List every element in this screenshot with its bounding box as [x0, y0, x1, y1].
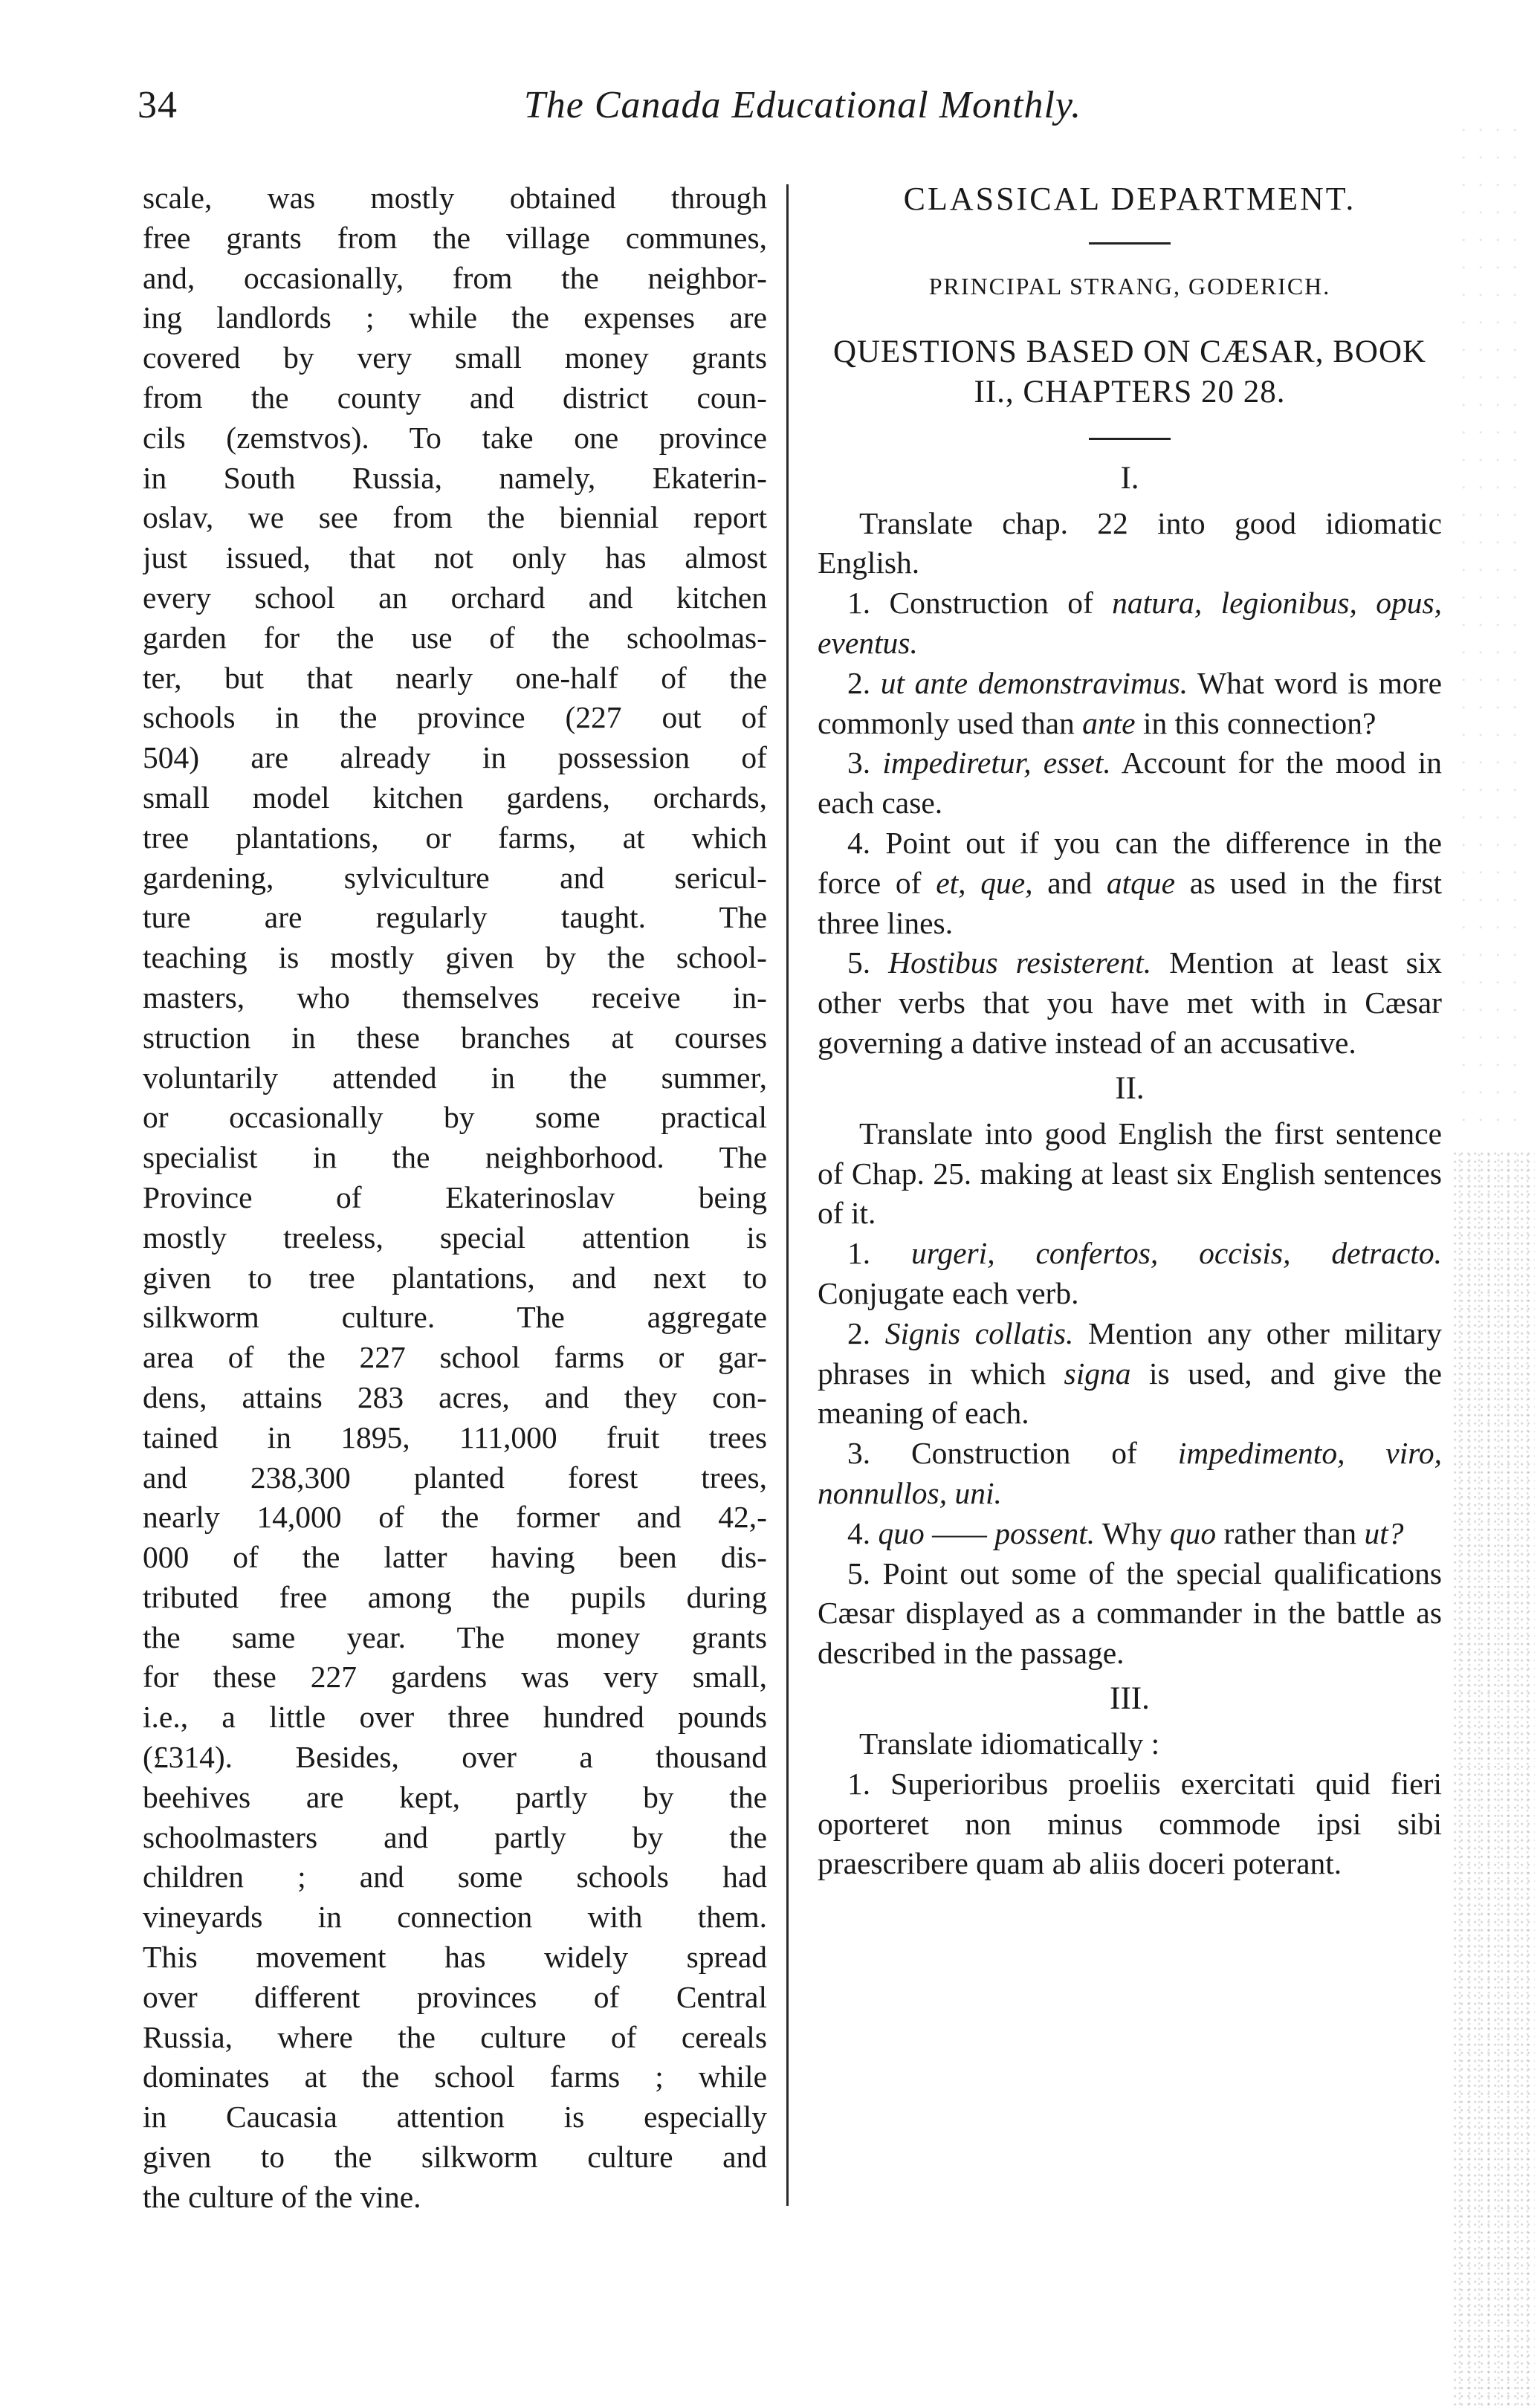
question-text: 4.	[847, 1515, 871, 1550]
byline: PRINCIPAL STRANG, GODERICH.	[928, 273, 1331, 300]
latin-phrase: impedimento, viro, nonnullos, uni.	[818, 1436, 1442, 1510]
latin-phrase: impediretur, esset.	[882, 745, 1111, 780]
latin-phrase: signa	[1064, 1356, 1131, 1391]
text-line: scale, was mostly obtained through	[143, 181, 767, 215]
question-text: 1.	[847, 1766, 871, 1801]
question-text: What word is more commonly used than	[818, 665, 1442, 740]
question-text: Point out if you can the difference in the force of	[818, 825, 1442, 900]
latin-phrase: urgeri, confertos, occisis, detracto.	[911, 1236, 1442, 1271]
question-text: 2.	[847, 665, 871, 700]
text-line: This movement has widely spread	[143, 1940, 767, 1975]
text-line: schools in the province (227 out of	[143, 700, 767, 735]
question-text	[870, 1236, 911, 1270]
text-line: the culture of the vine.	[143, 2179, 421, 2214]
scan-edge-noise	[1453, 1152, 1535, 2408]
question-text: is used, and give the meaning of each.	[818, 1356, 1442, 1431]
column-divider	[786, 184, 789, 2206]
text-line: and, occasionally, from the neighbor-	[143, 260, 767, 295]
question-text: Superioribus proeliis exercitati quid fieri oporteret non minus commode ipsi sibi praescribere quam ab aliis doceri poterant.	[818, 1766, 1442, 1881]
text-line: Province of Ekaterinoslav being	[143, 1179, 767, 1214]
text-line: schoolmasters and partly by the	[143, 1819, 767, 1854]
text-line: from the county and district coun-	[143, 380, 767, 415]
question-text: Account for the mood in each case.	[818, 745, 1443, 821]
text-line: mostly treeless, special attention is	[143, 1220, 767, 1255]
question-item	[818, 1764, 1442, 1884]
question-item	[818, 1314, 1442, 1434]
question-text: 2.	[847, 1315, 871, 1350]
question-item	[818, 583, 1442, 664]
text-line: the same year. The money grants	[143, 1619, 767, 1654]
question-text: Why	[1095, 1515, 1170, 1550]
text-line: vineyards in connection with them.	[143, 1900, 767, 1935]
text-line: 504) are already in possession of	[143, 740, 767, 775]
text-line: struction in these branches at courses	[143, 1020, 767, 1055]
text-line: voluntarily attended in the summer,	[143, 1060, 767, 1095]
section-numeral: I.	[1120, 460, 1139, 496]
text-line: every school an orchard and kitchen	[143, 580, 767, 615]
text-line: ture are regularly taught. The	[143, 900, 767, 935]
questions-heading-line-2: II., CHAPTERS 20 28.	[974, 374, 1286, 410]
text-line: over different provinces of Central	[143, 1979, 767, 2014]
text-line: given to the silkworm culture and	[143, 2140, 767, 2175]
text-line: and 238,300 planted forest trees,	[143, 1460, 767, 1495]
question-item	[818, 743, 1442, 823]
question-text: 3.	[847, 1436, 871, 1471]
question-text: and	[1032, 865, 1107, 900]
text-line: teaching is mostly given by the school-	[143, 940, 767, 975]
page-number: 34	[138, 84, 178, 126]
text-line: ter, but that nearly one-half of the	[143, 660, 767, 695]
question-text	[870, 666, 881, 700]
text-line: or occasionally by some practical	[143, 1100, 767, 1135]
section-instruction: Translate chap. 22 into good idiomatic English.	[818, 505, 1442, 580]
text-line: Russia, where the culture of cereals	[143, 2019, 767, 2054]
section-instruction: Translate into good English the first sentence of Chap. 25. making at least six English sentences of it.	[818, 1116, 1442, 1231]
question-text: Conjugate each verb.	[818, 1275, 1079, 1310]
text-line: children ; and some schools had	[143, 1860, 767, 1894]
question-item	[818, 1514, 1442, 1554]
question-text: Mention any other military phrases in which	[818, 1315, 1443, 1391]
question-text	[870, 745, 882, 780]
text-line: covered by very small money grants	[143, 340, 767, 375]
latin-phrase: quo —— possent.	[878, 1515, 1096, 1550]
text-line: given to tree plantations, and next to	[143, 1260, 767, 1295]
text-line: tributed free among the pupils during	[143, 1579, 767, 1614]
latin-phrase: et, que,	[936, 865, 1033, 900]
department-title: CLASSICAL DEPARTMENT.	[903, 181, 1356, 217]
text-line: area of the 227 school farms or gar-	[143, 1340, 767, 1375]
title-rule	[1089, 242, 1171, 245]
left-column-text	[143, 178, 767, 2218]
text-line: 000 of the latter having been dis-	[143, 1540, 767, 1575]
question-item	[818, 943, 1442, 1063]
text-line: in South Russia, namely, Ekaterin-	[143, 460, 767, 495]
text-line: silkworm culture. The aggregate	[143, 1300, 767, 1335]
question-text: 1.	[847, 1236, 871, 1271]
question-text: Mention at least six other verbs that you have met with in Cæsar governing a dative instead of an accusative.	[818, 945, 1443, 1060]
latin-phrase: ut?	[1364, 1515, 1404, 1550]
question-text: Construction of	[870, 586, 1113, 621]
section-instruction: Translate idiomatically :	[859, 1726, 1160, 1761]
latin-phrase: ante	[1082, 705, 1136, 740]
question-text: Construction of	[870, 1436, 1178, 1471]
questions-heading	[818, 332, 1442, 412]
text-line: nearly 14,000 of the former and 42,-	[143, 1500, 767, 1535]
latin-phrase: natura, legionibus, opus, eventus.	[818, 586, 1442, 660]
question-text: 4.	[847, 825, 871, 860]
question-text: 1.	[847, 586, 871, 621]
question-text: in this connection?	[1135, 705, 1376, 740]
latin-phrase: quo	[1169, 1515, 1217, 1550]
question-text: rather than	[1216, 1515, 1365, 1550]
text-line: gardening, sylviculture and sericul-	[143, 860, 767, 895]
question-text	[870, 1316, 885, 1350]
latin-phrase: atque	[1106, 865, 1176, 900]
section-numeral: II.	[1115, 1070, 1145, 1106]
question-text	[870, 945, 888, 980]
text-line: tree plantations, or farms, at which	[143, 820, 767, 855]
text-line: tained in 1895, 111,000 fruit trees	[143, 1420, 767, 1454]
text-line: (£314). Besides, over a thousand	[143, 1740, 767, 1775]
question-item	[818, 1234, 1442, 1314]
questions-heading-line-1: QUESTIONS BASED ON CÆSAR, BOOK	[832, 334, 1427, 369]
latin-phrase: Signis collatis.	[884, 1315, 1074, 1350]
section-numeral: III.	[1110, 1680, 1150, 1716]
text-line: cils (zemstvos). To take one province	[143, 420, 767, 455]
text-line: free grants from the village communes,	[143, 220, 767, 255]
question-text: Point out some of the special qualifications Cæsar displayed as a commander in the battle as described in the passage.	[818, 1556, 1442, 1671]
scan-margin-noise	[1457, 119, 1531, 1145]
question-text: 5.	[847, 945, 871, 980]
text-line: small model kitchen gardens, orchards,	[143, 780, 767, 815]
heading-rule	[1089, 438, 1171, 440]
question-item	[818, 823, 1442, 943]
text-line: specialist in the neighborhood. The	[143, 1140, 767, 1175]
text-line: just issued, that not only has almost	[143, 540, 767, 575]
running-title: The Canada Educational Monthly.	[523, 84, 1082, 126]
question-sections	[818, 458, 1442, 1885]
question-text	[870, 1516, 878, 1550]
text-line: i.e., a little over three hundred pounds	[143, 1700, 767, 1735]
question-item	[818, 1434, 1442, 1514]
text-line: dens, attains 283 acres, and they con-	[143, 1379, 767, 1414]
text-line: garden for the use of the schoolmas-	[143, 620, 767, 655]
text-line: masters, who themselves receive in-	[143, 980, 767, 1014]
question-item	[818, 1554, 1442, 1674]
text-line: in Caucasia attention is especially	[143, 2100, 767, 2134]
text-line: ing landlords ; while the expenses are	[143, 300, 767, 335]
latin-phrase: ut ante demonstravimus.	[880, 665, 1188, 700]
right-column	[818, 178, 1442, 1884]
text-line: beehives are kept, partly by the	[143, 1779, 767, 1814]
question-text: as used in the first three lines.	[818, 865, 1442, 940]
latin-phrase: Hostibus resisterent.	[888, 945, 1152, 980]
question-text: 3.	[847, 745, 871, 780]
text-line: for these 227 gardens was very small,	[143, 1660, 767, 1695]
question-item	[818, 664, 1442, 744]
text-line: dominates at the school farms ; while	[143, 2059, 767, 2094]
text-line: oslav, we see from the biennial report	[143, 500, 767, 535]
question-text: 5.	[847, 1556, 871, 1590]
